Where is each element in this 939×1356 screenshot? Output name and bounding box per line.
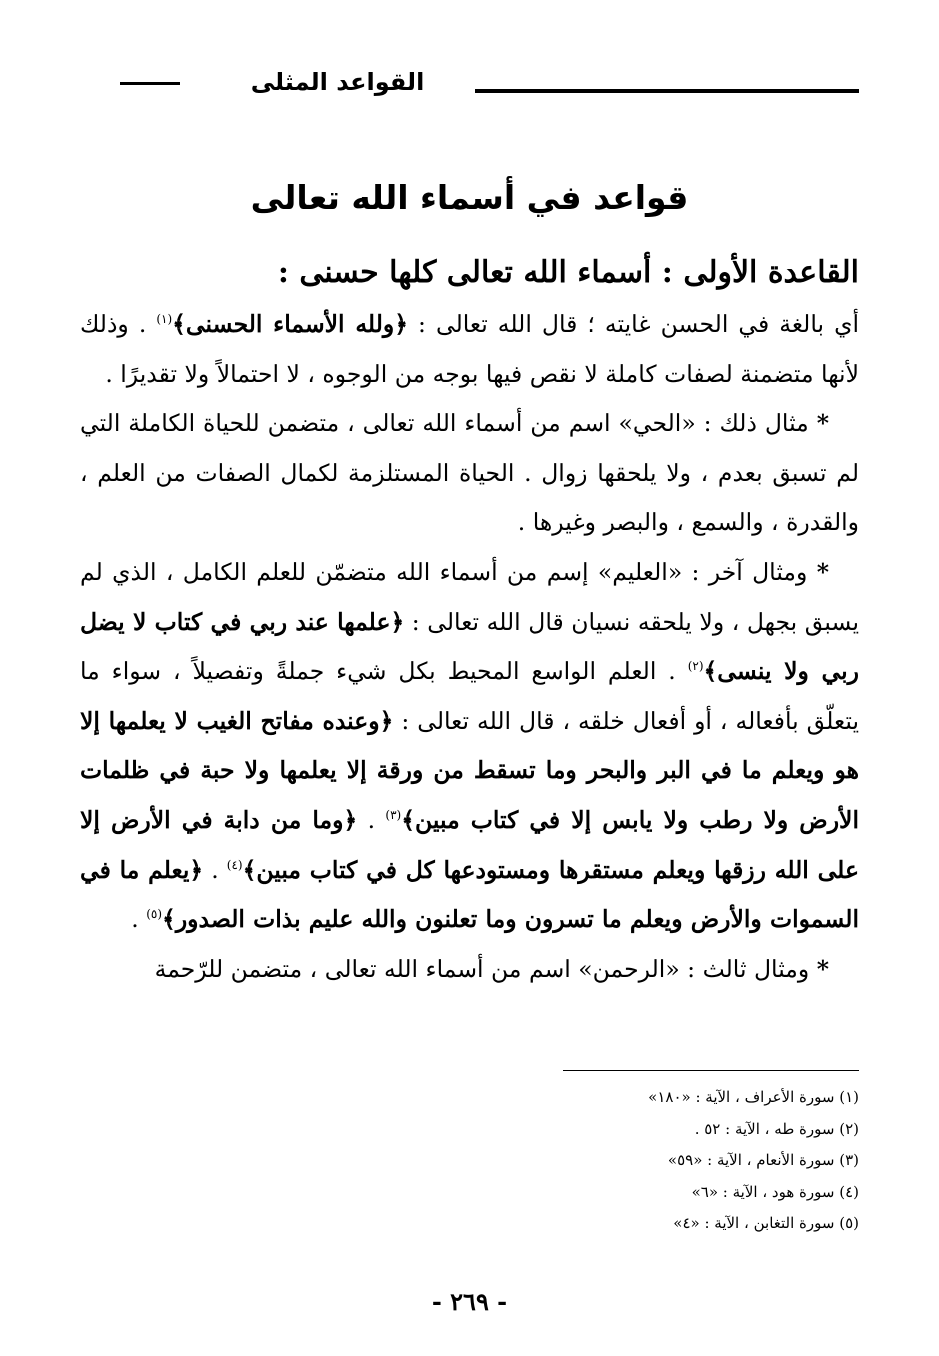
text-run: . وذلك لأنها متضمنة لصفات كاملة لا نقص فيها بوجه من الوجوه ، لا احتمالاً ولا تقديرًا . [80, 310, 859, 388]
paragraph [80, 548, 859, 945]
body-text [80, 300, 859, 994]
quran-verse: ﴿وعنده مفاتح الغيب لا يعلمها إلا هو ويعلم ما في البر والبحر وما تسقط من ورقة إلا يعلمها ولا حبة في ظلمات الأرض ولا رطب ولا يابس إلا في كتاب مبين﴾ [80, 706, 859, 834]
text-run: . [203, 855, 227, 884]
paragraph [80, 945, 859, 995]
quran-verse: ﴿وما من دابة في الأرض إلا على الله رزقها ويعلم مستقرها ومستودعها كل في كتاب مبين﴾ [80, 805, 859, 884]
footnote-ref: (٢) [687, 659, 704, 674]
text-run: أي بالغة في الحسن غايته ؛ قال الله تعالى : [408, 310, 859, 338]
footnote: (٣) سورة الأنعام ، الآية : «٥٩» [667, 1151, 859, 1169]
header-title: القواعد المثلى [250, 68, 425, 96]
quran-verse: ﴿ولله الأسماء الحسنى﴾ [172, 310, 408, 338]
text-run: ومثال ثالث : «الرحمن» اسم من أسماء الله تعالى ، متضمن للرّحمة [154, 954, 817, 983]
page-number: - ٢٦٩ - [431, 1287, 508, 1316]
footnote: (٥) سورة التغابن ، الآية : «٤» [673, 1214, 859, 1232]
footnote-ref: (٣) [385, 808, 402, 823]
star-marker: * [816, 409, 829, 438]
text-run: . العلم الواسع المحيط بكل شيء جملةً وتفصيلاً ، سواء ما يتعلّق بأفعاله ، أو أفعال خلقه ، قال الله تعالى : [80, 657, 859, 735]
star-marker: * [816, 954, 829, 983]
footnote-ref: (١) [156, 312, 173, 327]
footnote-ref: (٥) [146, 907, 163, 922]
quran-verse: ﴿علمها عند ربي في كتاب لا يضل ربي ولا ينسى﴾ [80, 607, 859, 686]
footnote-ref: (٤) [226, 857, 243, 872]
paragraph [80, 300, 859, 399]
header-rule-long [475, 89, 859, 93]
text-run: مثال ذلك : «الحي» اسم من أسماء الله تعالى ، متضمن للحياة الكاملة التي لم تسبق بعدم ، ولا يلحقها زوال . الحياة المستلزمة لكمال الصفات من العلم ، والقدرة ، والسمع ، والبصر وغيرها . [80, 409, 859, 537]
text-run: . [357, 805, 386, 834]
header-rule-short [120, 82, 180, 85]
chapter-title: قواعد في أسماء الله تعالى [250, 178, 689, 217]
running-header [110, 62, 859, 102]
rule-heading: القاعدة الأولى : أسماء الله تعالى كلها حسنى : [277, 255, 859, 290]
quran-verse: ﴿يعلم ما في السموات والأرض ويعلم ما تسرون وما تعلنون والله عليم بذات الصدور﴾ [80, 855, 859, 934]
text-run: ومثال آخر : «العليم» إسم من أسماء الله متضمّن للعلم الكامل ، الذي لم يسبق بجهل ، ولا يلحقه نسيان قال الله تعالى : [80, 557, 859, 636]
footnote: (١) سورة الأعراف ، الآية : «١٨٠» [648, 1088, 859, 1106]
text-run: . [131, 905, 147, 934]
star-marker: * [816, 557, 829, 586]
footnote: (٢) سورة طه ، الآية : ٥٢ . [694, 1119, 859, 1138]
footnote-divider [563, 1070, 859, 1071]
footnotes [359, 1082, 859, 1240]
footnote: (٤) سورة هود ، الآية : «٦» [691, 1182, 859, 1201]
paragraph [80, 399, 859, 548]
